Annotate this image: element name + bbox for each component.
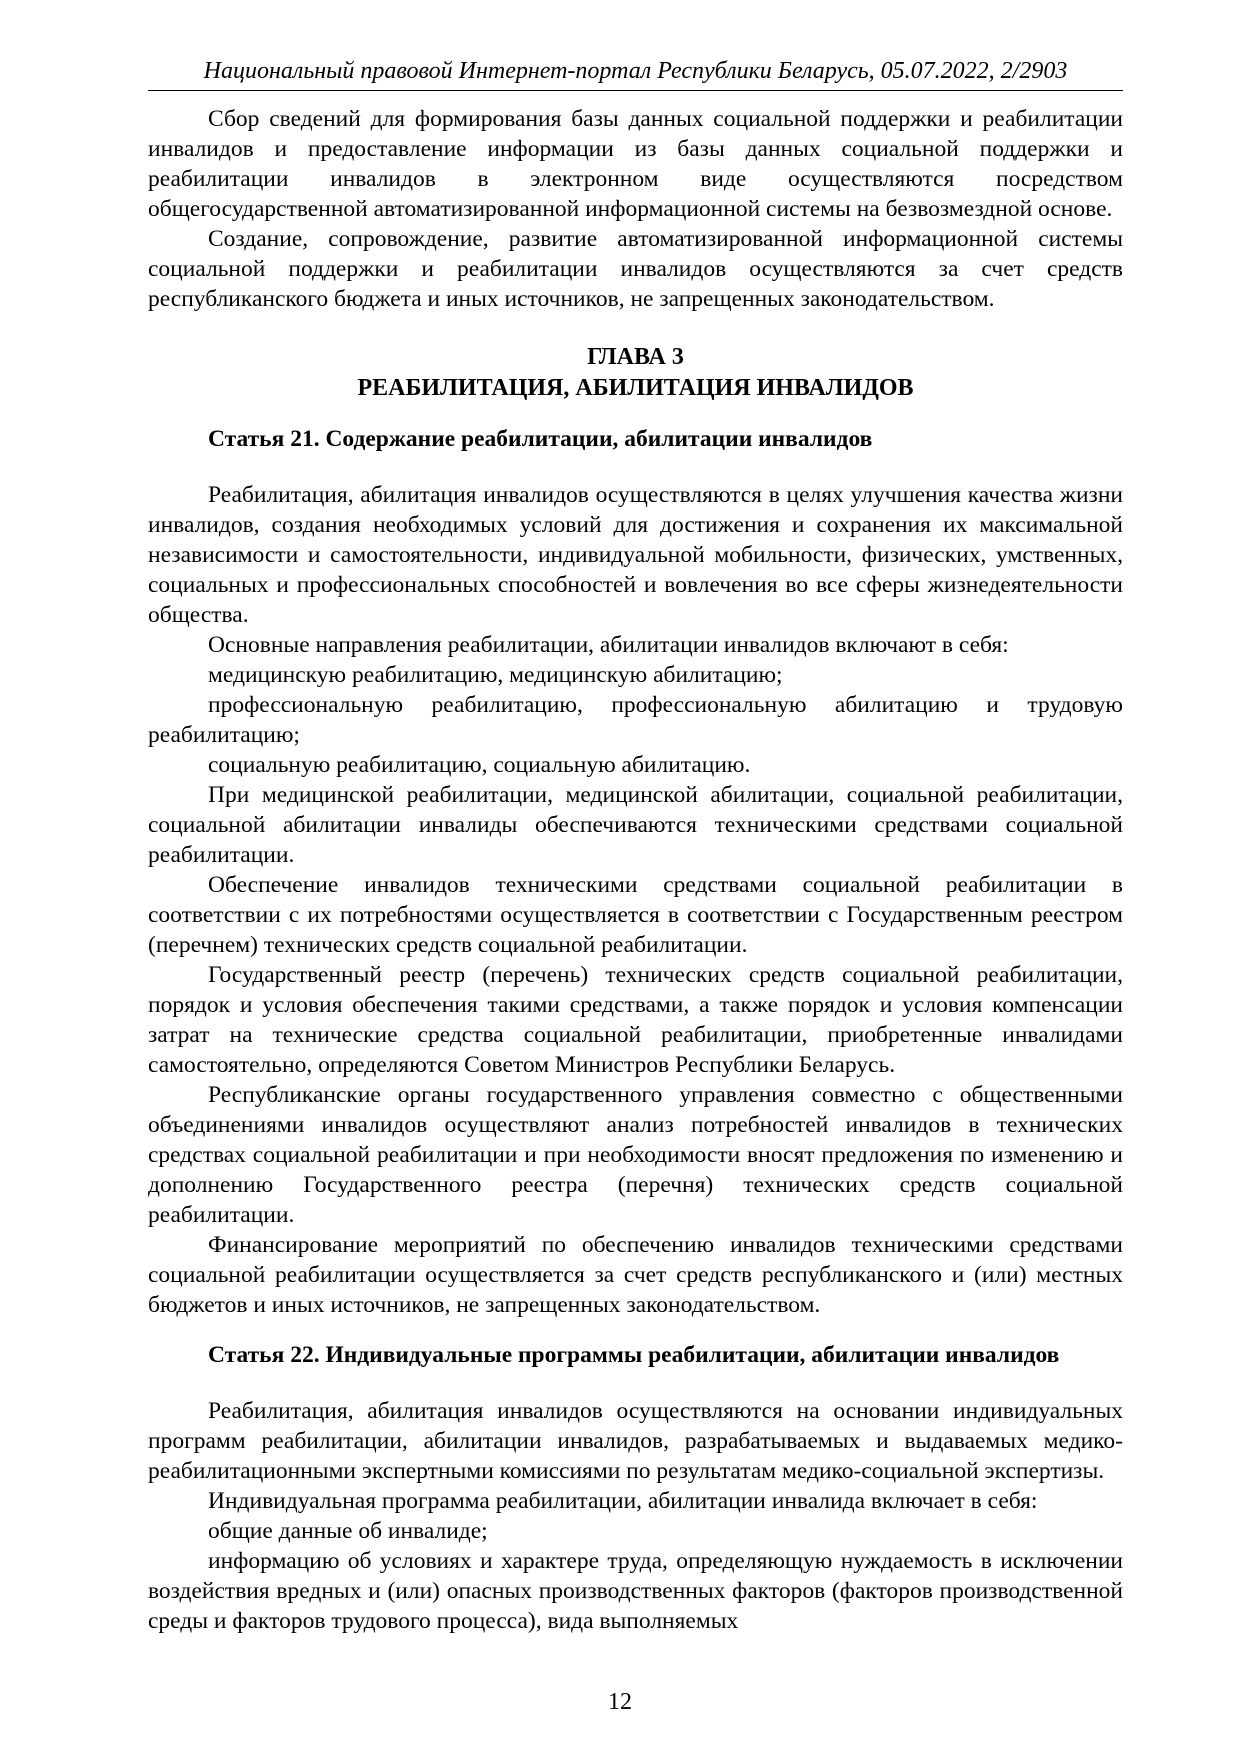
- header-rule: [148, 90, 1123, 91]
- body-paragraph: Реабилитация, абилитация инвалидов осуществляются на основании индивидуальных программ реабилитации, абилитации инвалидов, разрабатываемых и выдаваемых медико-реабилитационными экспертными комиссиями по результатам медико-социальной экспертизы.: [148, 1398, 1123, 1484]
- chapter-title: РЕАБИЛИТАЦИЯ, АБИЛИТАЦИЯ ИНВАЛИДОВ: [357, 375, 914, 401]
- body-paragraph: Реабилитация, абилитация инвалидов осуществляются в целях улучшения качества жизни инвалидов, создания необходимых условий для достижения и сохранения их максимальной независимости и самостоятельности, индивидуальной мобильности, физических, умственных, социальных и профессиональных способностей и вовлечения во все сферы жизнедеятельности общества.: [148, 482, 1123, 628]
- list-item: медицинскую реабилитацию, медицинскую абилитацию;: [208, 662, 783, 688]
- article-title: Статья 21. Содержание реабилитации, абилитации инвалидов: [208, 426, 873, 452]
- body-paragraph: Обеспечение инвалидов техническими средствами социальной реабилитации в соответствии с их потребностями осуществляется в соответствии с Государственным реестром (перечнем) технических средств социальной реабилитации.: [148, 872, 1123, 958]
- body-paragraph: При медицинской реабилитации, медицинской абилитации, социальной реабилитации, социальной абилитации инвалиды обеспечиваются техническими средствами социальной реабилитации.: [148, 782, 1123, 868]
- body-paragraph: Создание, сопровождение, развитие автоматизированной информационной системы социальной поддержки и реабилитации инвалидов осуществляются за счет средств республиканского бюджета и иных источников, не запрещенных законодательством.: [148, 226, 1123, 312]
- body-paragraph: Финансирование мероприятий по обеспечению инвалидов техническими средствами социальной реабилитации осуществляется за счет средств республиканского и (или) местных бюджетов и иных источников, не запрещенных законодательством.: [148, 1232, 1123, 1318]
- list-item: профессиональную реабилитацию, профессиональную абилитацию и трудовую реабилитацию;: [148, 692, 1123, 748]
- body-paragraph: Основные направления реабилитации, абилитации инвалидов включают в себя:: [208, 632, 1009, 658]
- list-item: информацию об условиях и характере труда, определяющую нуждаемость в исключении воздействия вредных и (или) опасных производственных факторов (факторов производственной среды и факторов трудового процесса), вида выполняемых: [148, 1548, 1123, 1634]
- body-paragraph: Республиканские органы государственного управления совместно с общественными объединениями инвалидов осуществляют анализ потребностей инвалидов в технических средствах социальной реабилитации и при необходимости вносят предложения по изменению и дополнению Государственного реестра (перечня) технических средств социальной реабилитации.: [148, 1082, 1123, 1228]
- body-paragraph: Индивидуальная программа реабилитации, абилитации инвалида включает в себя:: [208, 1488, 1038, 1514]
- page-content: [148, 104, 1123, 1636]
- page-number: 12: [608, 1689, 632, 1715]
- article-title: Статья 22. Индивидуальные программы реабилитации, абилитации инвалидов: [208, 1342, 1060, 1368]
- body-paragraph: Государственный реестр (перечень) технических средств социальной реабилитации, порядок и условия обеспечения такими средствами, а также порядок и условия компенсации затрат на технические средства социальной реабилитации, приобретенные инвалидами самостоятельно, определяются Советом Министров Республики Беларусь.: [148, 962, 1123, 1078]
- chapter-number: ГЛАВА 3: [587, 344, 684, 370]
- body-paragraph: Сбор сведений для формирования базы данных социальной поддержки и реабилитации инвалидов и предоставление информации из базы данных социальной поддержки и реабилитации инвалидов в электронном виде осуществляются посредством общегосударственной автоматизированной информационной системы на безвозмездной основе.: [148, 106, 1123, 222]
- list-item: общие данные об инвалиде;: [208, 1518, 488, 1544]
- page-header: Национальный правовой Интернет-портал Республики Беларусь, 05.07.2022, 2/2903: [203, 58, 1068, 84]
- list-item: социальную реабилитацию, социальную абилитацию.: [208, 752, 751, 778]
- chapter-heading: [148, 342, 1123, 404]
